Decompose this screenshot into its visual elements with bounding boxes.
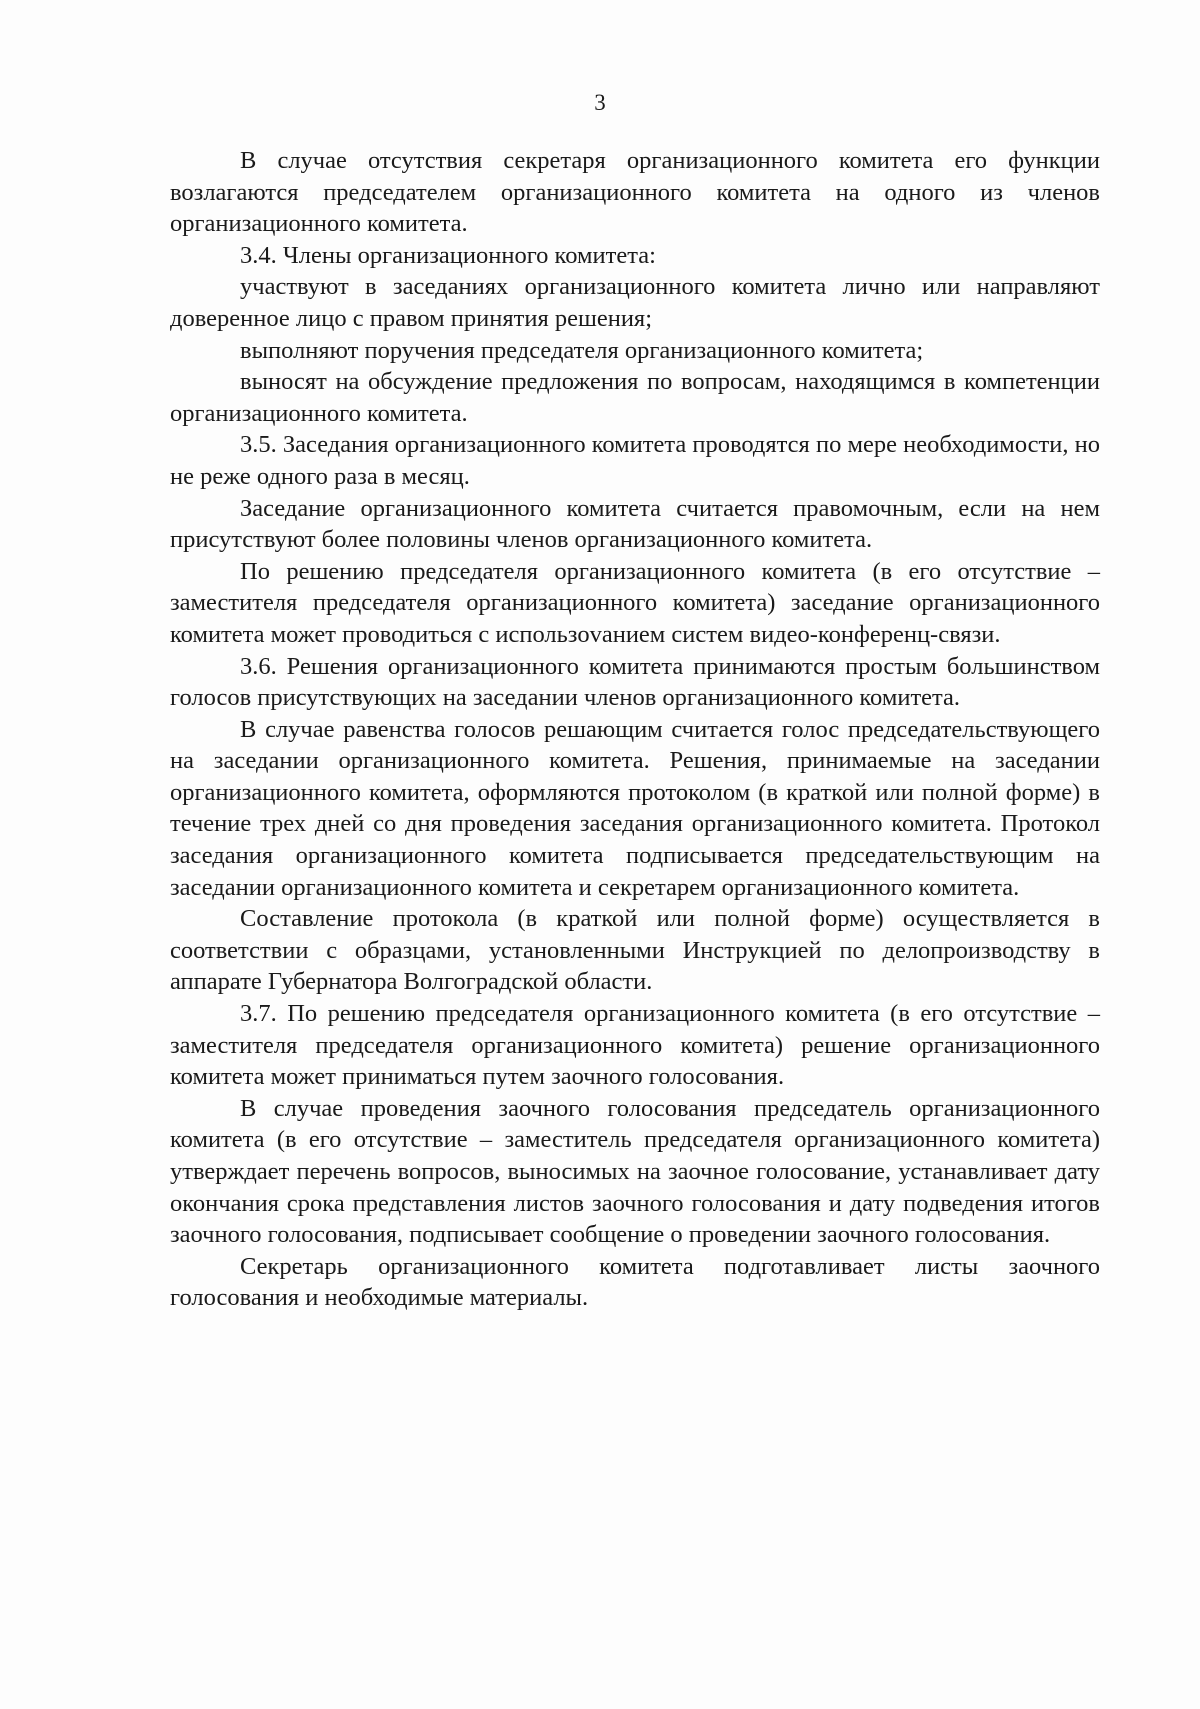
paragraph-3-7-absentee-vote: 3.7. По решению председателя организационного комитета (в его отсутствие – заместителя председателя организационного комитета) решение организационного комитета может приниматься путем заочного голосования.	[170, 1000, 1100, 1091]
paragraph-video-conference: По решению председателя организационного комитета (в его отсутствие – заместителя председателя организационного комитета) заседание организационного комитета может проводиться с использоvанием систем видео-конференц-связи.	[170, 557, 1100, 648]
paragraph-members-execute: выполняют поручения председателя организационного комитета;	[240, 336, 924, 364]
page-number: 3	[594, 90, 606, 115]
paragraph-3-5-meetings: 3.5. Заседания организационного комитета проводятся по мере необходимости, но не реже одного раза в месяц.	[170, 431, 1100, 490]
paragraph-quorum: Заседание организационного комитета считается правомочным, если на нем присутствуют более половины членов организационного комитета.	[170, 494, 1100, 554]
paragraph-secretary-prepares: Секретарь организационного комитета подготавливает листы заочного голосования и необходимые материалы.	[170, 1252, 1100, 1312]
paragraph-tie-vote: В случае равенства голосов решающим считается голос председательствующего на заседании организационного комитета. Решения, принимаемые на заседании организационного комитета, оформляются протоколом (в краткой или полной форме) в течение трех дней со дня проведения заседания организационного комитета. Протокол заседания организационного комитета подписывается председательствующим на заседании организационного комитета и секретарем организационного комитета.	[170, 715, 1100, 901]
paragraph-protocol-drafting: Составление протокола (в краткой или полной форме) осуществляется в соответствии с образцами, установленными Инструкцией по делопроизводству в аппарате Губернатора Волгоградской области.	[170, 905, 1100, 996]
paragraph-absentee-procedure: В случае проведения заочного голосования председатель организационного комитета (в его отсутствие – заместитель председателя организационного комитета) утверждает перечень вопросов, выносимых на заочное голосование, устанавливает дату окончания срока представления листов заочного голосования и дату подведения итогов заочного голосования, подписывает сообщение о проведении заочного голосования.	[170, 1094, 1100, 1249]
paragraph-secretary-absence: В случае отсутствия секретаря организационного комитета его функции возлагаются председателем организационного комитета на одного из членов организационного комитета.	[170, 147, 1100, 238]
document-body	[170, 145, 1100, 1314]
paragraph-members-participate: участвуют в заседаниях организационного комитета лично или направляют доверенное лицо с правом принятия решения;	[170, 273, 1100, 332]
paragraph-3-6-decisions: 3.6. Решения организационного комитета принимаются простым большинством голосов присутствующих на заседании членов организационного комитета.	[170, 652, 1100, 712]
paragraph-members-propose: выносят на обсуждение предложения по вопросам, находящимся в компетенции организационного комитета.	[170, 368, 1100, 427]
paragraph-3-4-heading: 3.4. Члены организационного комитета:	[240, 241, 656, 269]
